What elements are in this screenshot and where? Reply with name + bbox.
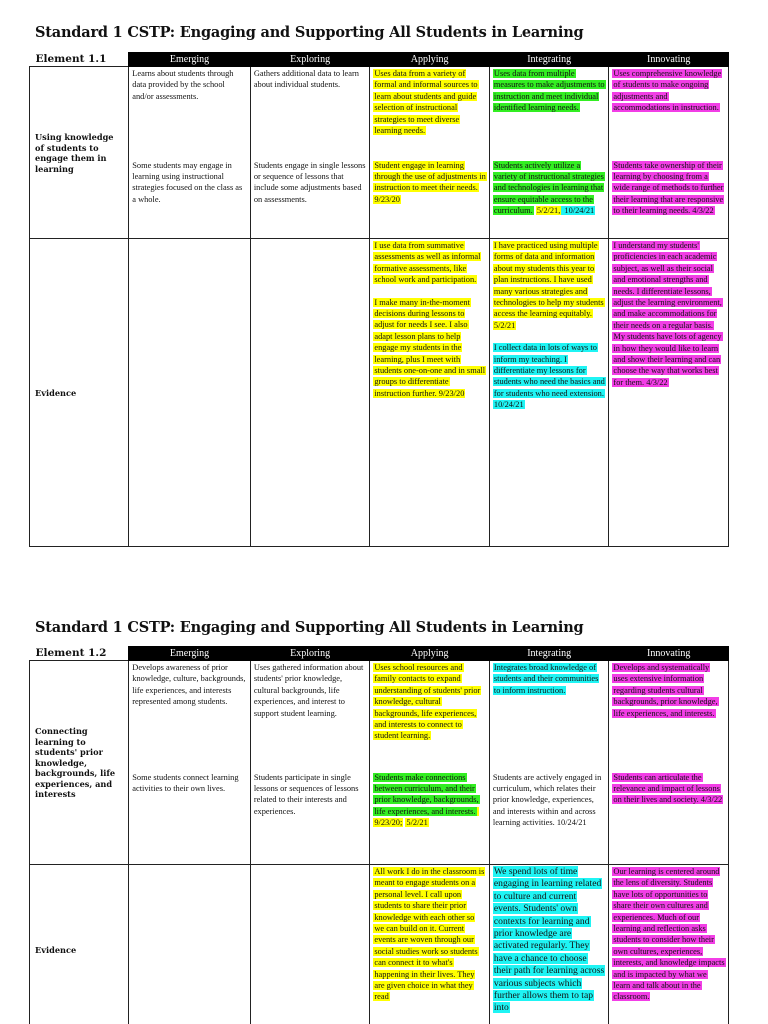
standard-title-2: Standard 1 CSTP: Engaging and Supporting All Students in Learning <box>35 619 584 636</box>
header-applying: Applying <box>370 647 490 661</box>
header-applying: Applying <box>370 53 490 67</box>
cell-emerging-descriptor: Learns about students through data provided by the school and/or assessments. <box>129 67 251 159</box>
cell-exploring-students: Students participate in single lessons or sequences of lessons related to their interests and experiences. <box>250 771 370 865</box>
rubric-table-element-1-1 <box>29 52 729 547</box>
evidence-applying: I use data from summative assessments as well as informal formative assessments, like school work and participation. I make many in-the-moment decisions during lessons to adjust for needs I see. I also adapt lesson plans to help engage my students in the learning, plus I meet with students one-on-one and in small groups to differentiate instruction further. 9/23/20 <box>370 239 490 547</box>
cell-emerging-descriptor: Develops awareness of prior knowledge, culture, backgrounds, life experiences, and interests represented among students. <box>129 661 251 771</box>
header-emerging: Emerging <box>129 647 251 661</box>
cell-integrating-students: Students actively utilize a variety of instructional strategies and technologies in learning that ensure equitable access to the curriculum. 5/2/21, 10/24/21 <box>489 159 609 239</box>
evidence-innovating: I understand my students' proficiencies in each academic subject, as well as their social and emotional strengths and needs. I differentiate lessons, adjust the learning environment, and make accommodations for their needs on a regular basis. My students have lots of agency in how they would like to learn and show their learning and can choose the way that works best for them. 4/3/22 <box>609 239 729 547</box>
rubric-table-element-1-2 <box>29 646 729 1024</box>
evidence-label: Evidence <box>30 239 129 547</box>
element-label: Element 1.1 <box>30 53 129 67</box>
row-label-connecting-learning: Connecting learning to students' prior knowledge, backgrounds, life experiences, and interests <box>30 661 129 865</box>
evidence-emerging <box>129 239 251 547</box>
evidence-integrating: We spend lots of time engaging in learning related to culture and current events. Students' own contexts for learning and prior knowledge are activated regularly. They have a chance to choose their path for learning across various subjects which further allows them to tap into <box>489 865 609 1024</box>
cell-applying-students: Students make connections between curriculum, and their prior knowledge, backgrounds, life experiences, and interests. 9/23/20; 5/2/21 <box>370 771 490 865</box>
cell-applying-descriptor: Uses school resources and family contacts to expand understanding of students' prior knowledge, cultural backgrounds, life experiences, and interests to connect to student learning. <box>370 661 490 771</box>
cell-innovating-descriptor: Uses comprehensive knowledge of students to make ongoing adjustments and accommodations in instruction. <box>609 67 729 159</box>
cell-integrating-students: Students are actively engaged in curriculum, which relates their prior knowledge, experiences, and interests within and across learning activities. 10/24/21 <box>489 771 609 865</box>
cell-applying-descriptor: Uses data from a variety of formal and informal sources to learn about students and guide selection of instructional strategies to meet diverse learning needs. <box>370 67 490 159</box>
evidence-exploring <box>250 865 370 1024</box>
header-integrating: Integrating <box>489 647 609 661</box>
evidence-applying: All work I do in the classroom is meant to engage students on a personal level. I call upon students to share their prior knowledge with each other so we can build on it. Current events are woven through our social studies work so students can connect it to what's happening in their lives. They are given choice in what they read <box>370 865 490 1024</box>
standard-title-1: Standard 1 CSTP: Engaging and Supporting All Students in Learning <box>35 24 584 41</box>
cell-exploring-descriptor: Uses gathered information about students' prior knowledge, cultural backgrounds, life experiences, and interest to support student learning. <box>250 661 370 771</box>
cell-emerging-students: Some students may engage in learning using instructional strategies focused on the class as a whole. <box>129 159 251 239</box>
evidence-integrating: I have practiced using multiple forms of data and information about my students this year to plan instructions. I have used many various strategies and technologies to help my students access the learning equitably. 5/2/21 I collect data in lots of ways to inform my teaching. I differentiate my lessons for students who need the basics and for students who need extension. 10/24/21 <box>489 239 609 547</box>
cell-exploring-students: Students engage in single lessons or sequence of lessons that include some adjustments based on assessments. <box>250 159 370 239</box>
cell-integrating-descriptor: Integrates broad knowledge of students and their communities to inform instruction. <box>489 661 609 771</box>
header-innovating: Innovating <box>609 647 729 661</box>
evidence-innovating: Our learning is centered around the lens of diversity. Students have lots of opportunities to share their own cultures and experiences. Much of our learning and reflection asks students to consider how their own cultures, experiences, interests, and knowledge impacts and is impacted by what we learn and talk about in the classroom. <box>609 865 729 1024</box>
cell-innovating-students: Students can articulate the relevance and impact of lessons on their lives and society. 4/3/22 <box>609 771 729 865</box>
cell-applying-students: Student engage in learning through the use of adjustments in instruction to meet their needs. 9/23/20 <box>370 159 490 239</box>
header-emerging: Emerging <box>129 53 251 67</box>
header-exploring: Exploring <box>250 53 370 67</box>
cell-innovating-students: Students take ownership of their learning by choosing from a wide range of methods to further their learning that are responsive to their learning needs. 4/3/22 <box>609 159 729 239</box>
evidence-exploring <box>250 239 370 547</box>
cell-innovating-descriptor: Develops and systematically uses extensive information regarding students cultural backgrounds, prior knowledge, life experiences, and interests. <box>609 661 729 771</box>
cell-emerging-students: Some students connect learning activities to their own lives. <box>129 771 251 865</box>
element-label: Element 1.2 <box>30 647 129 661</box>
row-label-using-knowledge: Using knowledge of students to engage them in learning <box>30 67 129 239</box>
header-exploring: Exploring <box>250 647 370 661</box>
evidence-label: Evidence <box>30 865 129 1024</box>
header-innovating: Innovating <box>609 53 729 67</box>
cell-exploring-descriptor: Gathers additional data to learn about individual students. <box>250 67 370 159</box>
header-integrating: Integrating <box>489 53 609 67</box>
cell-integrating-descriptor: Uses data from multiple measures to make adjustments to instruction and meet individual identified learning needs. <box>489 67 609 159</box>
evidence-emerging <box>129 865 251 1024</box>
